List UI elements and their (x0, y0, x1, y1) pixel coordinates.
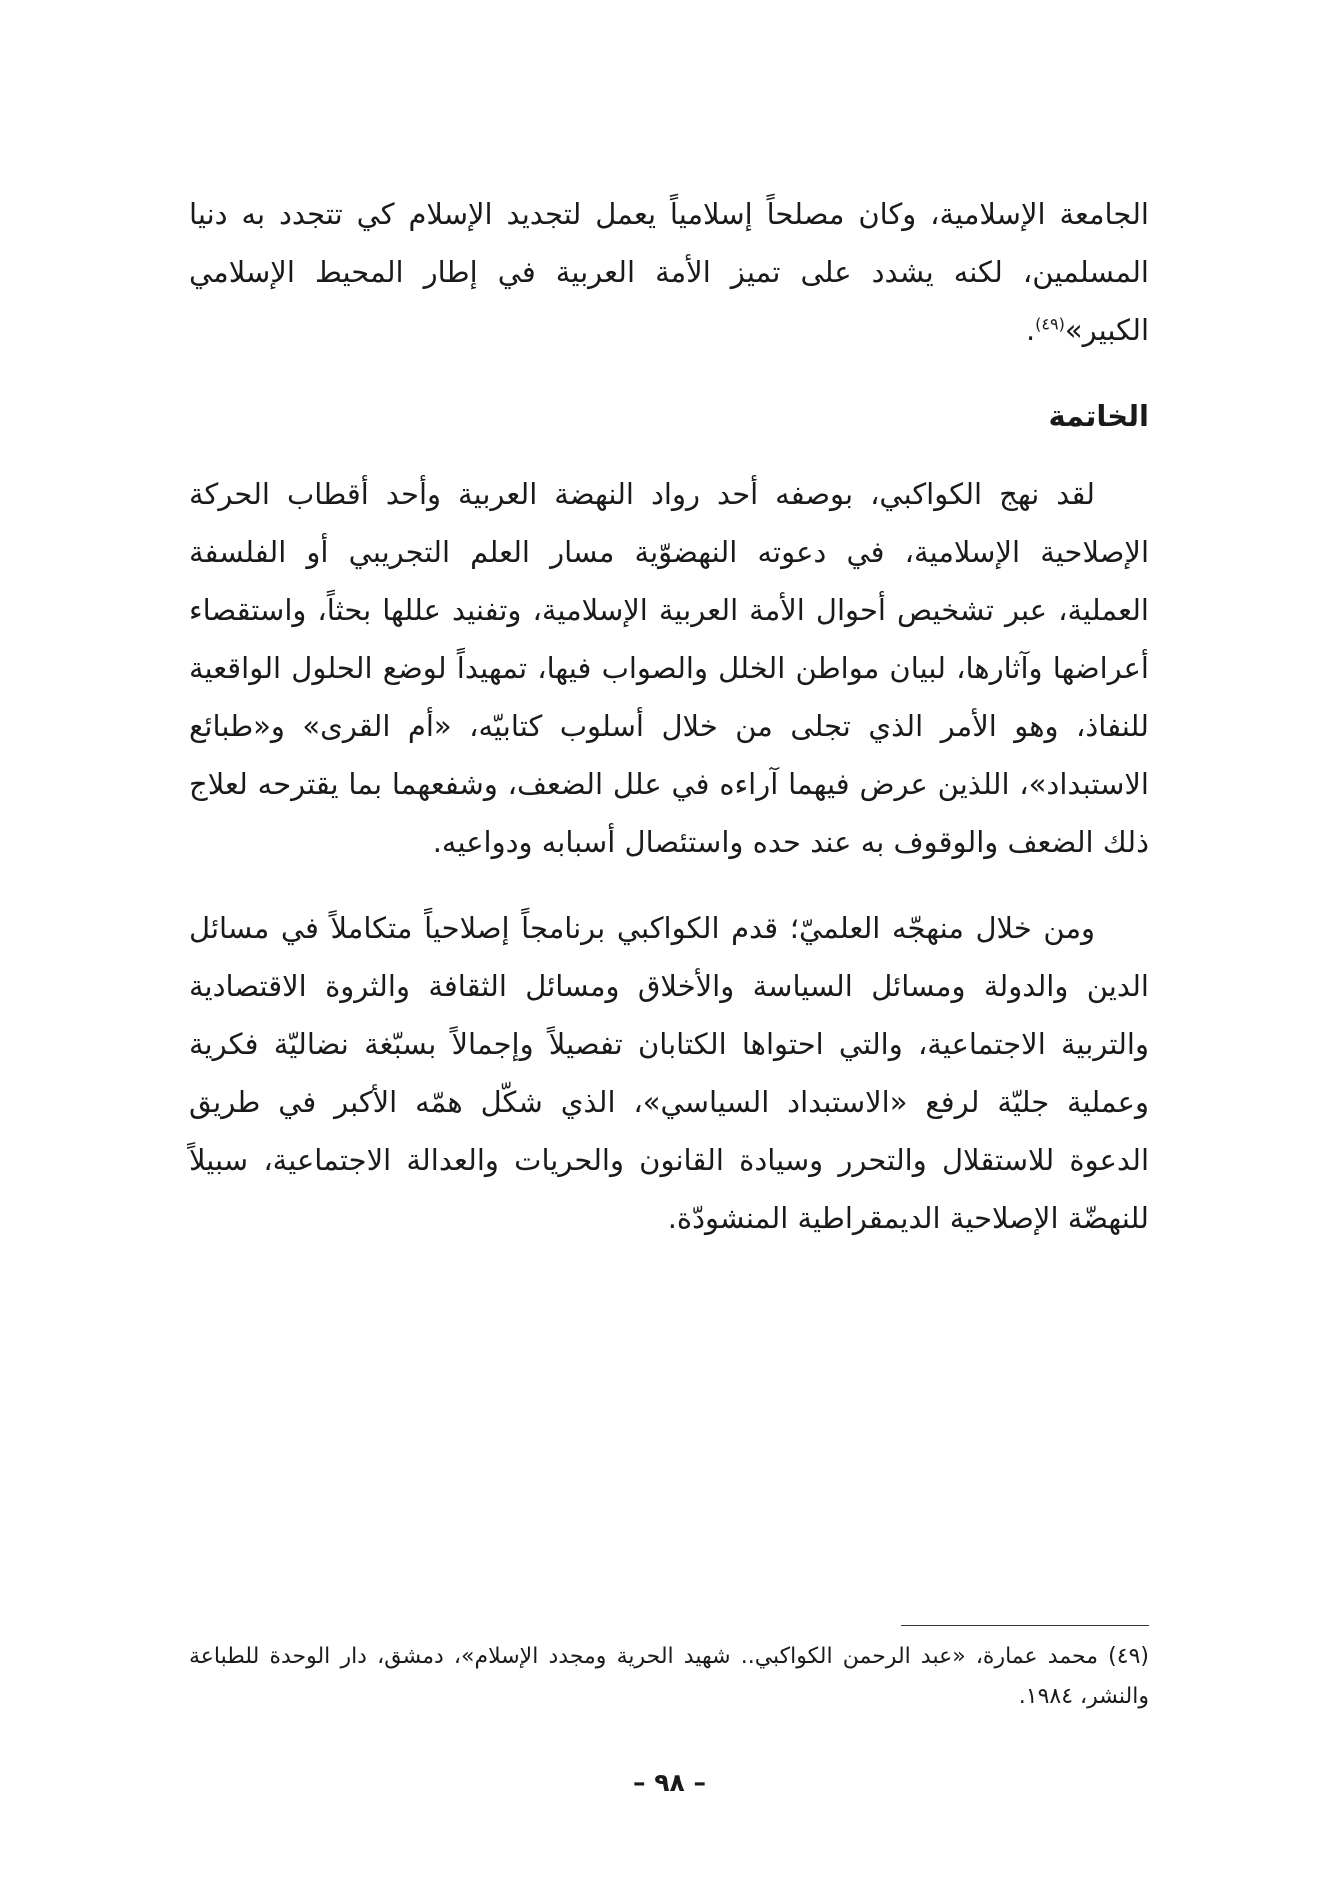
continued-paragraph (189, 185, 1149, 359)
conclusion-paragraph-2: ومن خلال منهجّه العلميّ؛ قدم الكواكبي برنامجاً إصلاحياً متكاملاً في مسائل الدين والدولة ومسائل السياسة والأخلاق ومسائل الثقافة والثروة الاقتصادية والتربية الاجتماعية، والتي احتواها الكتابان تفصيلاً وإجمالاً بسبّغة نضاليّة فكرية وعملية جليّة لرفع «الاستبداد السياسي»، الذي شكّل همّه الأكبر في طريق الدعوة للاستقلال والتحرر وسيادة القانون والحريات والعدالة الاجتماعية، سبيلاً للنهضّة الإصلاحية الديمقراطية المنشودّة. (189, 911, 1149, 1235)
footnote-reference-49: (٤٩) (1035, 314, 1065, 334)
footnote-divider (901, 1625, 1149, 1626)
conclusion-paragraph-1: لقد نهج الكواكبي، بوصفه أحد رواد النهضة العربية وأحد أقطاب الحركة الإصلاحية الإسلامية، في دعوته النهضوّية مسار العلم التجريبي أو الفلسفة العملية، عبر تشخيص أحوال الأمة العربية الإسلامية، وتفنيد عللها بحثاً، واستقصاء أعراضها وآثارها، لبيان مواطن الخلل والصواب فيها، تمهيداً لوضع الحلول الواقعية للنفاذ، وهو الأمر الذي تجلى من خلال أسلوب كتابيّه، «أم القرى» و«طبائع الاستبداد»، اللذين عرض فيهما آراءه في علل الضعف، وشفعهما بما يقترحه لعلاج ذلك الضعف والوقوف به عند حده واستئصال أسبابه ودواعيه. (189, 477, 1149, 859)
section-heading-conclusion: الخاتمة (1048, 399, 1149, 433)
continued-paragraph-text: الجامعة الإسلامية، وكان مصلحاً إسلامياً يعمل لتجديد الإسلام كي تتجدد به دنيا المسلمين، لكنه يشدد على تميز الأمة العربية في إطار المحيط الإسلامي الكبير» (189, 197, 1149, 347)
paragraph-gap (189, 871, 1149, 899)
page-number: – ٩٨ – (633, 1768, 706, 1797)
main-text (189, 185, 1149, 1247)
footnote-49: (٤٩) محمد عمارة، «عبد الرحمن الكواكبي.. شهيد الحرية ومجدد الإسلام»، دمشق، دار الوحدة للطباعة والنشر، ١٩٨٤. (189, 1644, 1149, 1709)
continued-paragraph-end: . (1025, 313, 1036, 347)
